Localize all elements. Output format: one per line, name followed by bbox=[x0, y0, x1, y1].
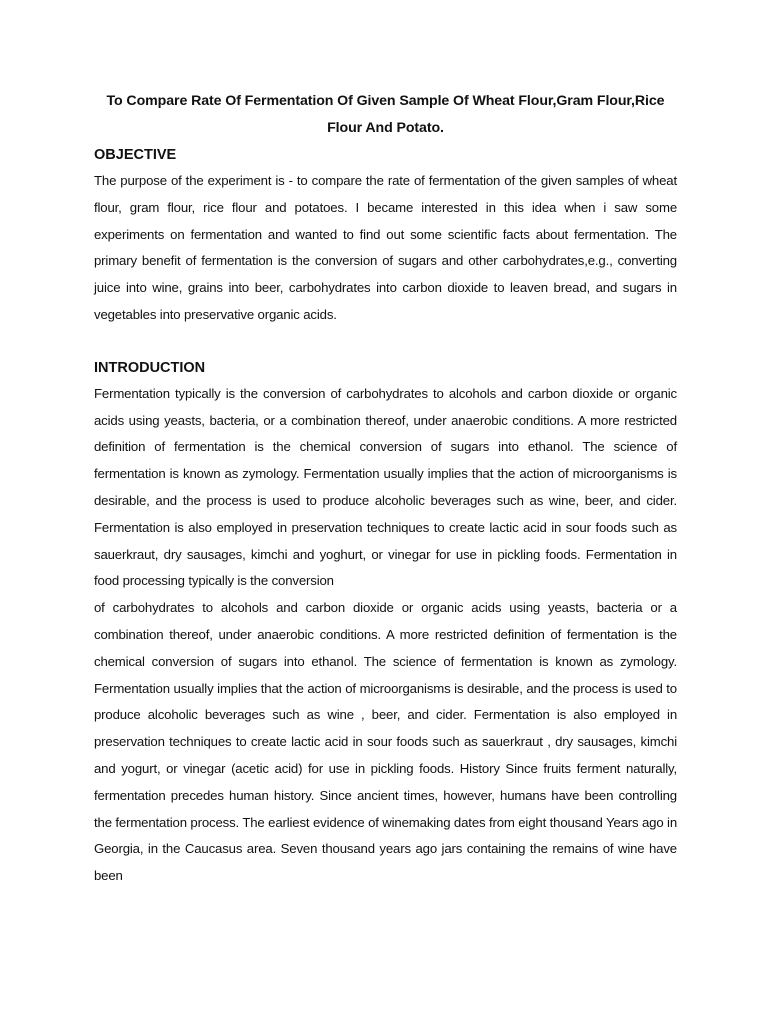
document-title: To Compare Rate Of Fermentation Of Given Sample Of Wheat Flour,Gram Flour,Rice Flour And Potato. bbox=[106, 93, 665, 136]
introduction-heading: INTRODUCTION bbox=[94, 359, 206, 376]
objective-paragraph: The purpose of the experiment is - to compare the rate of fermentation of the given samples of wheat flour, gram flour, rice flour and potatoes. I became interested in this idea when i saw some experiments on fermentation and wanted to find out some scientific facts about fermentation. The primary benefit of fermentation is the conversion of sugars and other carbohydrates,e.g., converting juice into wine, grains into beer, carbohydrates into carbon dioxide to leaven bread, and sugars in vegetables into preservative organic acids. bbox=[94, 173, 677, 322]
document-page bbox=[94, 88, 677, 890]
objective-heading: OBJECTIVE bbox=[94, 147, 177, 163]
introduction-paragraph-2: of carbohydrates to alcohols and carbon dioxide or organic acids using yeasts, bacteria or a combination thereof, under anaerobic conditions. A more restricted definition of fermentation is the chemical conversion of sugars into ethanol. The science of fermentation is known as zymology. Fermentation usually implies that the action of microorganisms is desirable, and the process is used to produce alcoholic beverages such as wine , beer, and cider. Fermentation is also employed in preservation techniques to create lactic acid in sour foods such as sauerkraut , dry sausages, kimchi and yogurt, or vinegar (acetic acid) for use in pickling foods. History Since fruits ferment naturally, fermentation precedes human history. Since ancient times, however, humans have been controlling the fermentation process. The earliest evidence of winemaking dates from eight thousand Years ago in Georgia, in the Caucasus area. Seven thousand years ago jars containing the remains of wine have been bbox=[94, 600, 677, 884]
introduction-paragraph-1: Fermentation typically is the conversion of carbohydrates to alcohols and carbon dioxide or organic acids using yeasts, bacteria, or a combination thereof, under anaerobic conditions. A more restricted definition of fermentation is the chemical conversion of sugars into ethanol. The science of fermentation is known as zymology. Fermentation usually implies that the action of microorganisms is desirable, and the process is used to produce alcoholic beverages such as wine, beer, and cider. Fermentation is also employed in preservation techniques to create lactic acid in sour foods such as sauerkraut, dry sausages, kimchi and yoghurt, or vinegar for use in pickling foods. Fermentation in food processing typically is the conversion bbox=[94, 385, 677, 589]
